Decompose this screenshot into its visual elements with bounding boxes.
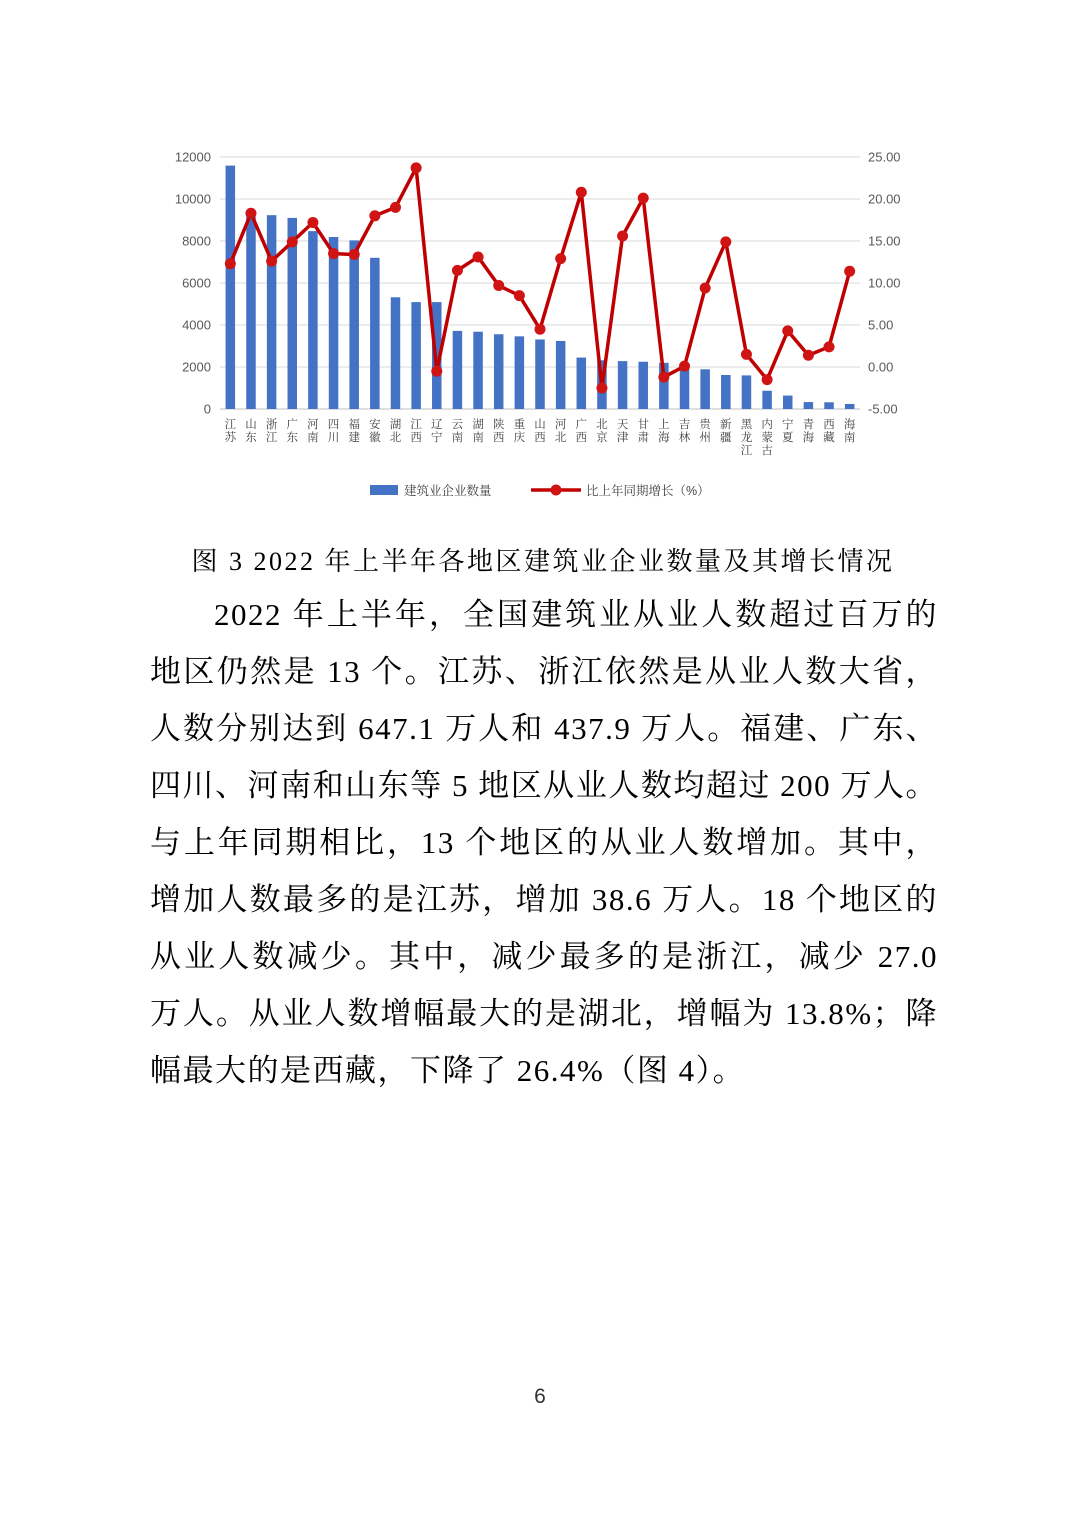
svg-text:10000: 10000 (174, 191, 211, 207)
bar (226, 166, 236, 409)
category-label: 湖北 (389, 419, 402, 444)
body-paragraph: 2022 年上半年，全国建筑业从业人数超过百万的地区仍然是 13 个。江苏、浙江依然是从业人数大省，人数分别达到 647.1 万人和 437.9 万人。福建、广东、四川、河南和山东等 5 地区从业人数均超过 200 万人。与上年同期相比，13 个地区的从业人数增加。其中，增加人数最多的是江苏，增加 38.6 万人。18 个地区的从业人数减少。其中，减少最多的是浙江，减少 27.0 万人。从业人数增幅最大的是湖北，增幅为 13.8%；降幅最大的是西藏，下降了 26.4%（图 4）。 (150, 597, 938, 1088)
growth-marker (411, 162, 422, 173)
bar (349, 240, 359, 409)
category-label: 山西 (534, 419, 546, 444)
category-label: 新疆 (720, 419, 732, 444)
bar (804, 402, 814, 409)
chart-figure (148, 138, 940, 520)
category-label: 福建 (348, 419, 360, 444)
legend-bar-label: 建筑业企业数量 (404, 484, 492, 498)
bar (308, 231, 318, 409)
category-label: 北京 (596, 419, 608, 444)
svg-text:10.00: 10.00 (868, 275, 901, 291)
bar (391, 297, 401, 409)
svg-text:8000: 8000 (182, 233, 211, 249)
bar (494, 334, 504, 409)
left-axis-labels (175, 150, 211, 417)
page-number: 6 (534, 1385, 546, 1408)
figure-caption: 图 3 2022 年上半年各地区建筑业企业数量及其增长情况 (191, 547, 895, 576)
category-label: 山东 (245, 419, 257, 444)
category-label: 吉林 (678, 419, 691, 444)
category-label: 江西 (410, 419, 422, 444)
bar (618, 361, 628, 409)
svg-text:2000: 2000 (182, 359, 211, 375)
growth-marker (266, 256, 277, 267)
bar (824, 402, 834, 409)
growth-marker (844, 266, 855, 277)
category-label: 青海 (802, 419, 815, 444)
category-label: 宁夏 (781, 419, 794, 444)
svg-text:12000: 12000 (174, 149, 211, 165)
svg-text:0.00: 0.00 (868, 359, 894, 375)
growth-marker (803, 350, 814, 361)
category-label: 四川 (327, 419, 340, 444)
category-label: 天津 (616, 419, 629, 444)
bar (370, 258, 380, 409)
growth-marker (225, 258, 236, 269)
growth-marker (245, 208, 256, 219)
bar (742, 375, 752, 409)
growth-marker (824, 341, 835, 352)
svg-text:-5.00: -5.00 (868, 401, 898, 417)
svg-text:0: 0 (203, 401, 211, 417)
bar (473, 332, 483, 409)
category-label: 辽宁 (431, 419, 443, 444)
svg-text:25.00: 25.00 (868, 149, 901, 165)
bar (453, 331, 463, 409)
growth-marker (555, 253, 566, 264)
bar (700, 369, 710, 409)
category-label: 西藏 (823, 419, 835, 444)
growth-marker (720, 236, 731, 247)
category-label: 江苏 (224, 419, 237, 444)
x-axis-labels (225, 417, 856, 457)
svg-text:4000: 4000 (182, 317, 211, 333)
category-label: 云南 (451, 419, 464, 444)
bar (535, 339, 545, 409)
category-label: 湖南 (472, 419, 484, 444)
right-axis-labels (868, 150, 901, 417)
growth-marker (535, 324, 546, 335)
growth-marker (617, 230, 628, 241)
growth-marker (514, 290, 525, 301)
growth-marker (741, 349, 752, 360)
bar (680, 368, 690, 409)
legend-bar-swatch (370, 485, 398, 495)
growth-marker (390, 202, 401, 213)
category-label: 河北 (554, 419, 567, 444)
legend-line-label: 比上年同期增长（%） (586, 484, 710, 498)
bar (246, 213, 256, 409)
growth-marker (493, 280, 504, 291)
bar (411, 302, 421, 409)
growth-marker (452, 265, 463, 276)
growth-marker (287, 236, 298, 247)
svg-text:6000: 6000 (182, 275, 211, 291)
chart-legend (370, 483, 710, 498)
category-label: 河南 (307, 419, 319, 444)
bar (329, 237, 339, 409)
bar (783, 396, 793, 409)
category-label: 广西 (575, 419, 588, 444)
growth-marker (700, 283, 711, 294)
svg-text:5.00: 5.00 (868, 317, 894, 333)
growth-marker (473, 251, 484, 262)
svg-text:15.00: 15.00 (868, 233, 901, 249)
growth-marker (658, 372, 669, 383)
growth-marker (638, 193, 649, 204)
category-label: 内蒙古 (761, 419, 773, 457)
growth-marker (782, 325, 793, 336)
growth-marker (762, 374, 773, 385)
company-count-growth-chart (148, 138, 940, 520)
category-label: 安徽 (369, 419, 381, 444)
category-label: 海南 (843, 419, 856, 444)
bar (721, 375, 731, 409)
growth-marker (431, 366, 442, 377)
category-label: 重庆 (513, 419, 526, 444)
bar (638, 362, 648, 409)
category-label: 贵州 (699, 419, 711, 444)
category-label: 陕西 (492, 419, 505, 444)
bar (845, 404, 855, 409)
category-label: 广东 (286, 419, 299, 444)
growth-marker (596, 383, 607, 394)
growth-marker (679, 361, 690, 372)
category-label: 黑龙江 (740, 419, 753, 457)
bar (267, 215, 277, 409)
growth-marker (307, 217, 318, 228)
bar (556, 341, 566, 409)
bar (515, 336, 525, 409)
bar (577, 358, 587, 409)
category-label: 甘肃 (637, 419, 649, 444)
legend-line-marker (551, 485, 562, 496)
growth-marker (576, 187, 587, 198)
category-label: 浙江 (265, 419, 278, 444)
growth-marker (369, 210, 380, 221)
svg-text:20.00: 20.00 (868, 191, 901, 207)
bar (762, 391, 772, 409)
growth-marker (349, 249, 360, 260)
growth-marker (328, 248, 339, 259)
category-label: 上海 (658, 419, 670, 444)
